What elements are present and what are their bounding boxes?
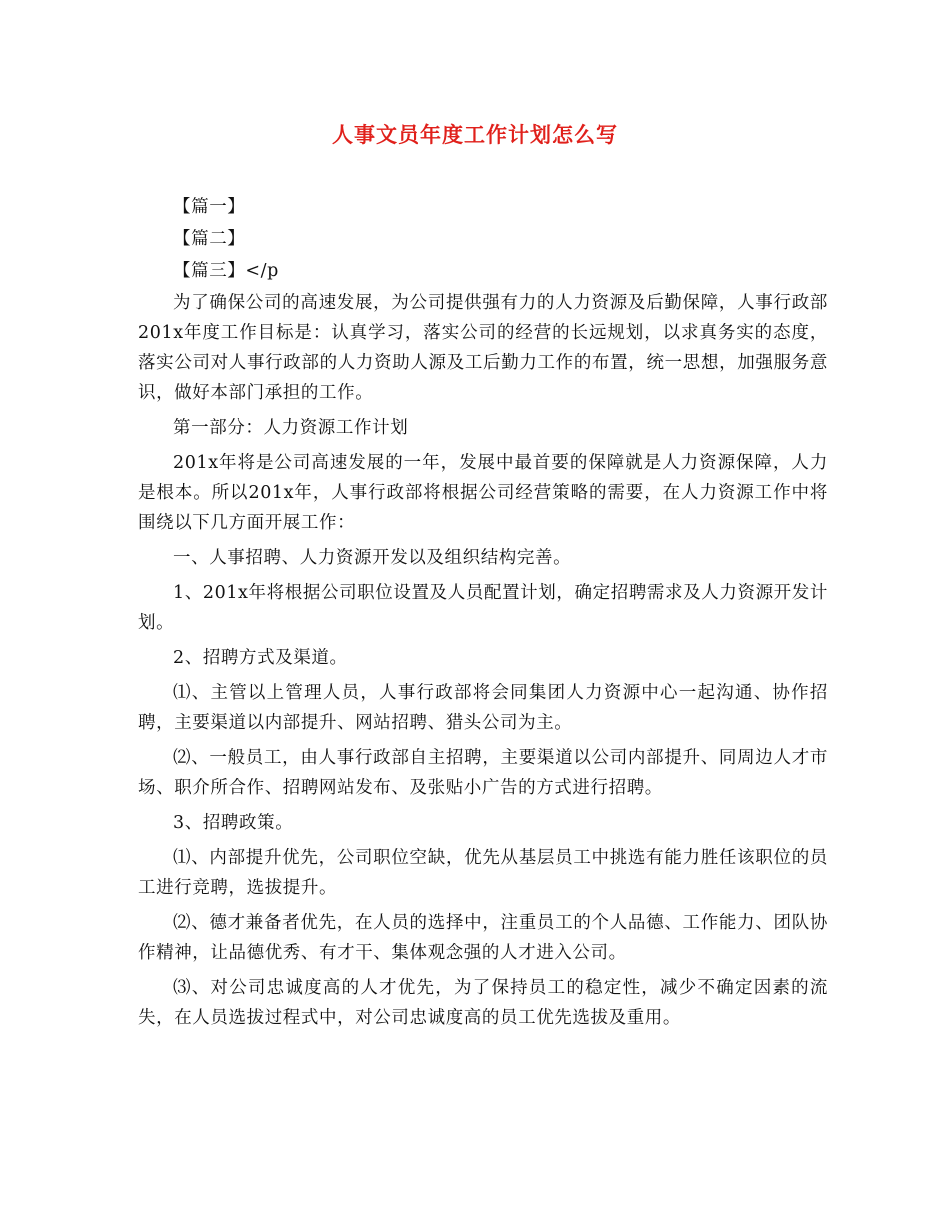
part-one-heading: 第一部分：人力资源工作计划: [173, 418, 409, 438]
section-one-heading: 一、人事招聘、人力资源开发以及组织结构完善。: [173, 548, 572, 568]
item-2-sub-2: ⑵、一般员工，由人事行政部自主招聘，主要渠道以公司内部提升、同周边人才市场、职介所合作、招聘网站发布、及张贴小广告的方式进行招聘。: [138, 748, 828, 798]
item-1: 1、201x年将根据公司职位设置及人员配置计划，确定招聘需求及人力资源开发计划。: [138, 583, 828, 633]
item-3-heading: 3、招聘政策。: [173, 813, 294, 833]
item-3-sub-2: ⑵、德才兼备者优先，在人员的选择中，注重员工的个人品德、工作能力、团队协作精神，让品德优秀、有才干、集体观念强的人才进入公司。: [138, 913, 828, 963]
intro-paragraph: 为了确保公司的高速发展，为公司提供强有力的人力资源及后勤保障，人事行政部201x年度工作目标是：认真学习，落实公司的经营的长远规划，以求真务实的态度，落实公司对人事行政部的人力资助人源及工后勤力工作的布置，统一思想，加强服务意识，做好本部门承担的工作。: [138, 293, 828, 403]
item-2-sub-1: ⑴、主管以上管理人员，人事行政部将会同集团人力资源中心一起沟通、协作招聘，主要渠道以内部提升、网站招聘、猎头公司为主。: [138, 683, 828, 733]
item-3-sub-3: ⑶、对公司忠诚度高的人才优先，为了保持员工的稳定性，减少不确定因素的流失，在人员选拔过程式中，对公司忠诚度高的员工优先选拔及重用。: [138, 978, 828, 1028]
section-marker-2: 【篇二】: [173, 229, 246, 249]
section-marker-1: 【篇一】: [173, 197, 246, 217]
part-one-intro: 201x年将是公司高速发展的一年，发展中最首要的保障就是人力资源保障，人力是根本。所以201x年，人事行政部将根据公司经营策略的需要，在人力资源工作中将围绕以下几方面开展工作：: [138, 453, 828, 533]
item-2-heading: 2、招聘方式及渠道。: [173, 648, 348, 668]
section-marker-3: 【篇三】</p: [173, 261, 279, 281]
document-title: 人事文员年度工作计划怎么写: [332, 122, 618, 147]
item-3-sub-1: ⑴、内部提升优先，公司职位空缺，优先从基层员工中挑选有能力胜任该职位的员工进行竞聘，选拔提升。: [138, 848, 828, 898]
document-body: [138, 192, 828, 1038]
